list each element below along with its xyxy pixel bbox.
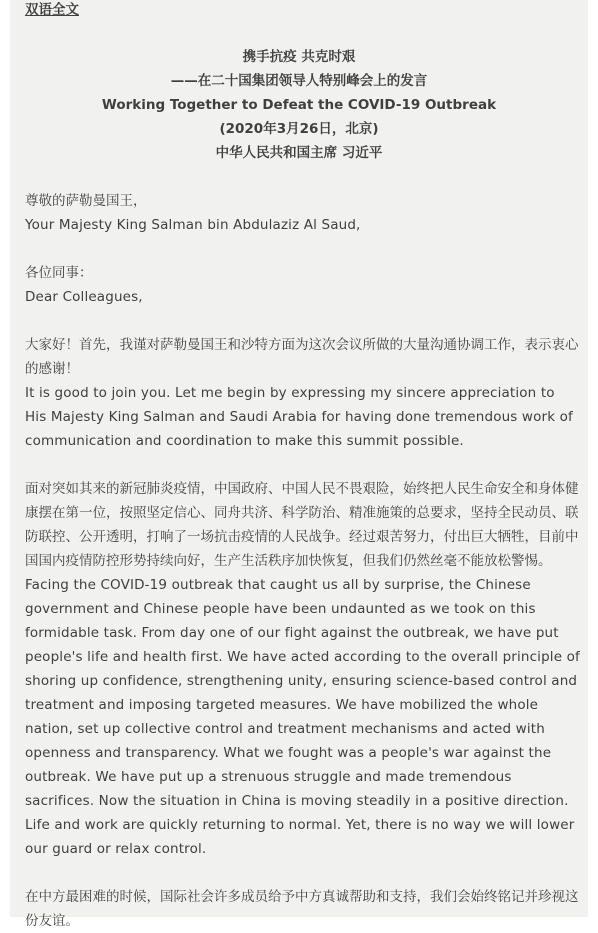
paragraph-chinese: 大家好！首先，我谨对萨勒曼国王和沙特方面为这次会议所做的大量沟通协调工作，表示衷心的感谢！ xyxy=(25,337,579,377)
paragraph-english: It is good to join you. Let me begin by expressing my sincere appreciation to His Majesty King Salman and Saudi Arabia for having done tremendous work of communication and coordination to make this summit possible. xyxy=(25,385,573,449)
speech-heading xyxy=(10,45,588,165)
section-label: 双语全文 xyxy=(25,2,79,18)
outbreak-paragraph xyxy=(25,477,580,861)
salutation-paragraph xyxy=(25,189,580,237)
colleagues-paragraph xyxy=(25,261,580,309)
paragraph-chinese: 各位同事： xyxy=(25,265,93,281)
support-paragraph xyxy=(25,885,580,933)
paragraph-english: Dear Colleagues, xyxy=(25,289,143,305)
paragraph-chinese: 在中方最困难的时候，国际社会许多成员给予中方真诚帮助和支持，我们会始终铭记并珍视这份友谊。 xyxy=(25,889,579,929)
speech-title: 携手抗疫 共克时艰 xyxy=(242,49,356,65)
greeting-paragraph xyxy=(25,333,580,453)
speech-date: (2020年3月26日，北京) xyxy=(219,121,379,137)
paragraph-english: Your Majesty King Salman bin Abdulaziz Al Saud, xyxy=(25,217,361,233)
speech-author: 中华人民共和国主席 习近平 xyxy=(215,145,383,161)
paragraph-english: Facing the COVID-19 outbreak that caught us all by surprise, the Chinese government and Chinese people have been undaunted as we took on this formidable task. From day one of our fight against the outbreak, we have put people's life and health first. We have acted according to the overall principle of shoring up confidence, strengthening unity, ensuring science-based control and treatment and imposing targeted measures. We have mobilized the whole nation, set up collective control and treatment mechanisms and acted with openness and transparency. What we fought was a people's war against the outbreak. We have put up a strenuous struggle and made tremendous sacrifices. Now the situation in China is moving steadily in a positive direction. Life and work are quickly returning to normal. Yet, there is no way we will lower our guard or relax control. xyxy=(25,577,580,857)
speech-subtitle: ——在二十国集团领导人特别峰会上的发言 xyxy=(170,73,428,89)
paragraph-chinese: 面对突如其来的新冠肺炎疫情，中国政府、中国人民不畏艰险，始终把人民生命安全和身体健康摆在第一位，按照坚定信心、同舟共济、科学防治、精准施策的总要求，坚持全民动员、联防联控、公开透明，打响了一场抗击疫情的人民战争。经过艰苦努力，付出巨大牺牲，目前中国国内疫情防控形势持续向好，生产生活秩序加快恢复，但我们仍然丝毫不能放松警惕。 xyxy=(25,481,579,569)
paragraph-chinese: 尊敬的萨勒曼国王， xyxy=(25,193,147,209)
article-page xyxy=(10,0,588,929)
speech-title-english: Working Together to Defeat the COVID-19 Outbreak xyxy=(101,97,497,113)
